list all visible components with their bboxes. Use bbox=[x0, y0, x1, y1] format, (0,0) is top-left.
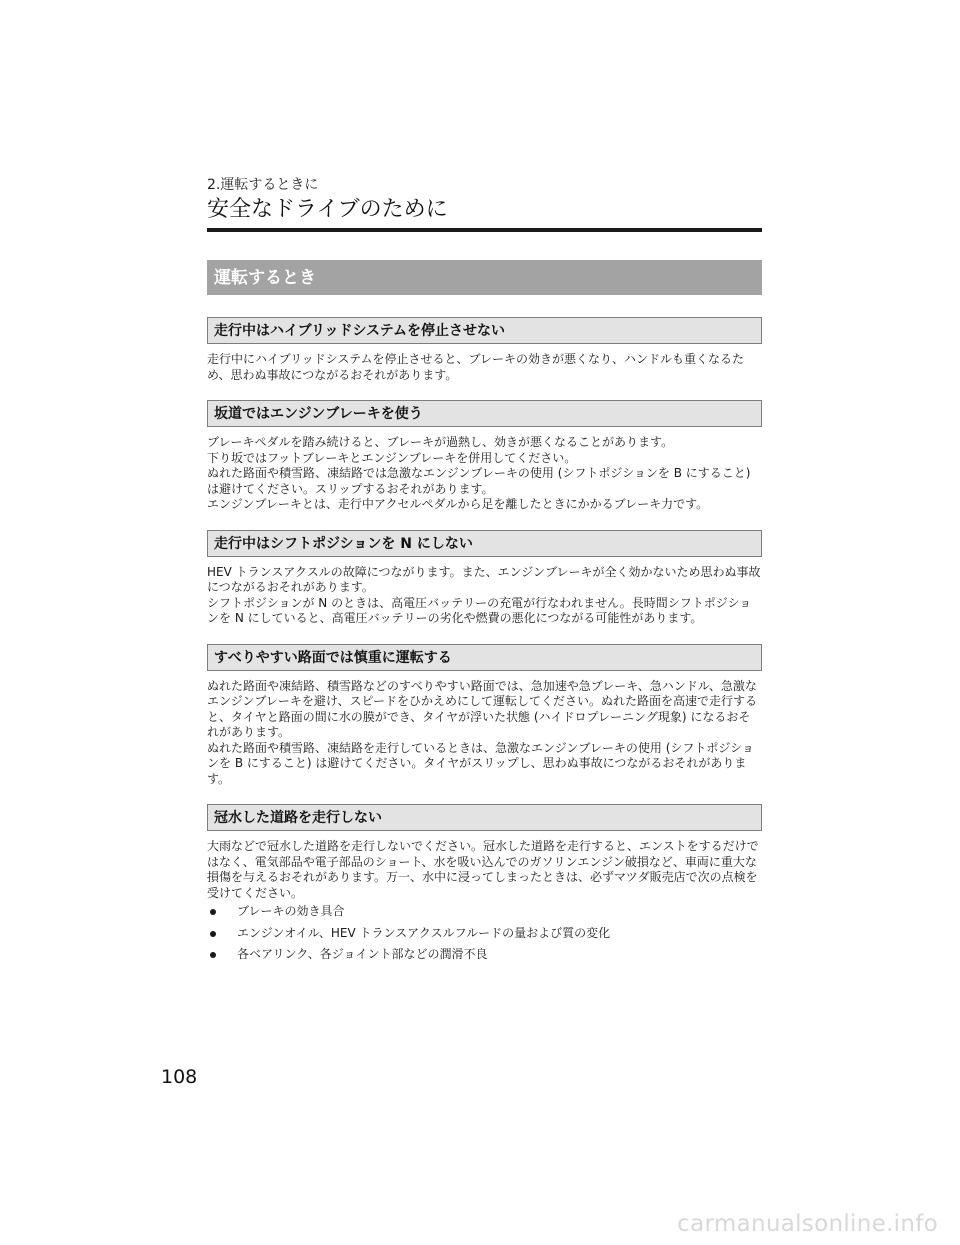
paragraph: ブレーキペダルを踏み続けると、ブレーキが過熱し、効きが悪くなることがあります。 bbox=[207, 435, 674, 449]
paragraph: エンジンブレーキとは、走行中アクセルペダルから足を離したときにかかるブレーキ力です。 bbox=[207, 497, 709, 511]
paragraph: HEV トランスアクスルの故障につながります。また、エンジンブレーキが全く効かないため思わぬ事故につながるおそれがあります。 bbox=[207, 564, 761, 594]
watermark: carmanualsonline.info bbox=[677, 1211, 938, 1237]
paragraph: 下り坂ではフットブレーキとエンジンブレーキを併用してください。 bbox=[207, 450, 577, 465]
topic-body bbox=[207, 435, 762, 513]
paragraph: 大雨などで冠水した道路を走行しないでください。冠水した道路を走行すると、エンストをするだけではなく、電気部品や電子部品のショート、水を吸い込んでのガソリンエンジン破損など、車両に重大な損傷を与えるおそれがあります。万一、水中に浸ってしまったときは、必ずマツダ販売店で次の点検を受けてください。 bbox=[207, 839, 759, 900]
paragraph: ぬれた路面や積雪路、凍結路では急激なエンジンブレーキの使用 (シフトポジションを B にすること) は避けてください。スリップするおそれがあります。 bbox=[207, 466, 751, 496]
topic-heading: すべりやすい路面では慎重に運転する bbox=[207, 644, 762, 671]
manual-content bbox=[207, 317, 762, 980]
paragraph: 走行中にハイブリッドシステムを停止させると、ブレーキの効きが悪くなり、ハンドルも重くなるため、思わぬ事故につながるおそれがあります。 bbox=[207, 352, 745, 382]
list-item bbox=[207, 926, 762, 942]
bullet-icon bbox=[210, 909, 216, 915]
topic-flooded-roads bbox=[207, 804, 762, 963]
paragraph: ぬれた路面や凍結路、積雪路などのすべりやすい路面では、急加速や急ブレーキ、急ハンドル、急激なエンジンブレーキを避け、スピードをひかえめにして運転してください。ぬれた路面を高速で走行すると、タイヤと路面の間に水の膜ができ、タイヤが浮いた状態 (ハイドロプレーニング現象) になるおそれがあります。 bbox=[207, 678, 757, 739]
topic-heading: 坂道ではエンジンブレーキを使う bbox=[207, 400, 762, 427]
paragraph: シフトポジションが N のときは、高電圧バッテリーの充電が行なわれません。長時間シフトポジションを N にしていると、高電圧バッテリーの劣化や燃費の悪化につながる可能性があります。 bbox=[207, 595, 752, 625]
topic-heading: 冠水した道路を走行しない bbox=[207, 804, 762, 831]
page-header bbox=[207, 176, 762, 232]
paragraph: ぬれた路面や積雪路、凍結路を走行しているときは、急激なエンジンブレーキの使用 (シフトポジションを B にすること) は避けてください。タイヤがスリップし、思わぬ事故につながるおそれがあります。 bbox=[207, 740, 754, 786]
topic-shift-neutral bbox=[207, 530, 762, 627]
topic-body bbox=[207, 839, 762, 963]
list-item bbox=[207, 947, 762, 963]
topic-body bbox=[207, 352, 762, 383]
list-item-text: 各ベアリンク、各ジョイント部などの潤滑不良 bbox=[237, 947, 488, 961]
bullet-icon bbox=[210, 931, 216, 937]
topic-slippery-roads bbox=[207, 644, 762, 788]
topic-engine-brake-slopes bbox=[207, 400, 762, 513]
topic-stop-hybrid-system bbox=[207, 317, 762, 383]
page-number: 108 bbox=[161, 1066, 198, 1088]
inspection-list bbox=[207, 904, 762, 963]
section-bar bbox=[207, 260, 762, 295]
title-rule bbox=[207, 228, 762, 232]
topic-heading: 走行中はハイブリッドシステムを停止させない bbox=[207, 317, 762, 344]
bullet-icon bbox=[210, 952, 216, 958]
topic-body bbox=[207, 679, 762, 788]
list-item-text: ブレーキの効き具合 bbox=[237, 904, 345, 918]
list-item-text: エンジンオイル、HEV トランスアクスルフルードの量および質の変化 bbox=[237, 925, 611, 940]
topic-body bbox=[207, 565, 762, 627]
chapter-label: 2.運転するときに bbox=[207, 177, 319, 193]
page-title: 安全なドライブのために bbox=[207, 197, 448, 222]
list-item bbox=[207, 904, 762, 920]
topic-heading: 走行中はシフトポジションを N にしない bbox=[207, 530, 762, 557]
section-title: 運転するとき bbox=[214, 268, 316, 288]
